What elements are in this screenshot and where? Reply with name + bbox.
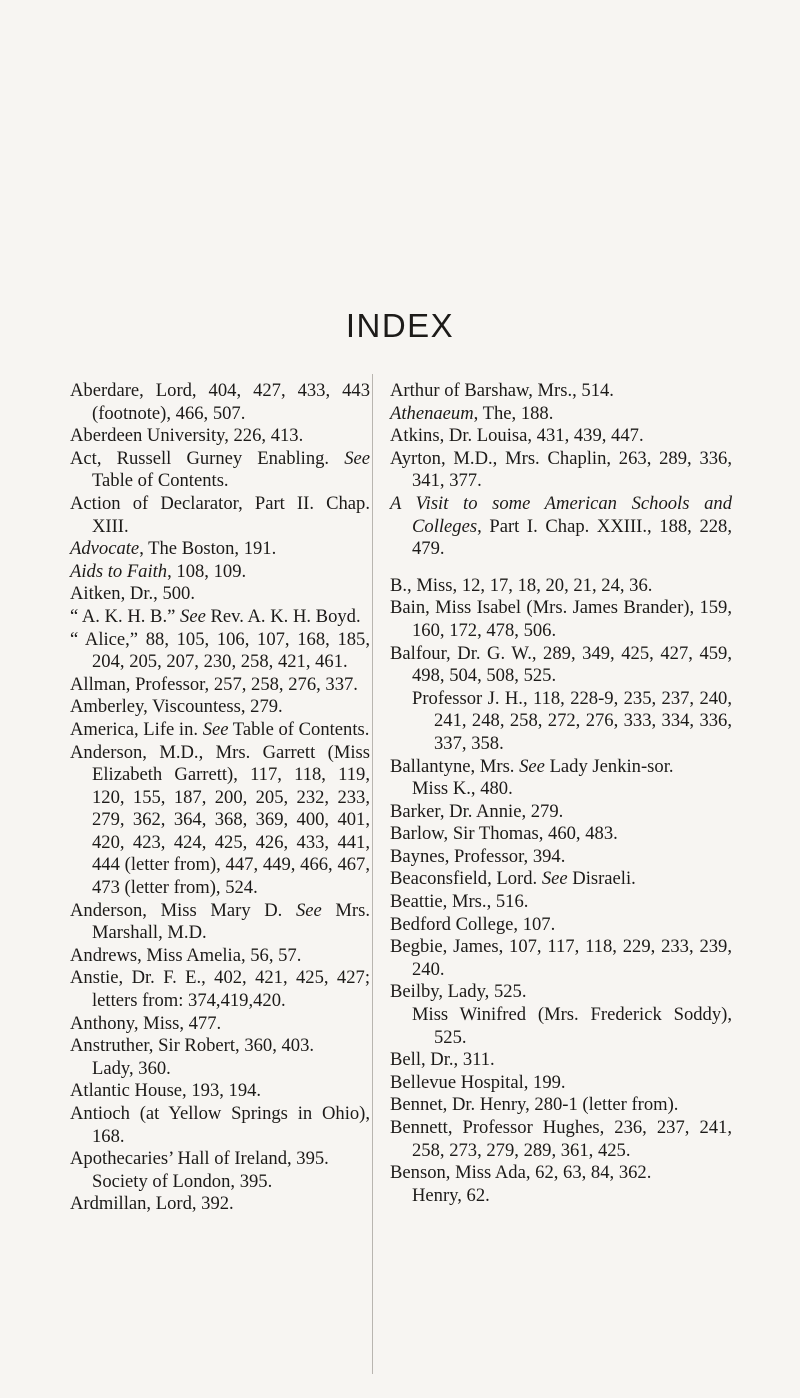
index-entry [70,742,370,900]
index-entry [390,448,732,493]
entry-text: “ A. K. H. B.” [70,605,181,627]
index-entry [390,868,732,891]
index-entry [390,891,732,914]
entry-text: Aberdare, Lord, 404, 427, 433, 443 (footnote), 466, 507. [70,380,370,424]
italic-text: See [344,447,370,469]
entry-text: Lady, 360. [92,1057,171,1079]
index-subentry [390,688,732,756]
entry-text: Ballantyne, Mrs. [390,755,520,777]
entry-text: America, Life in. [70,718,203,740]
index-entry [70,1193,370,1216]
entry-text: Apothecaries’ Hall of Ireland, 395. [70,1148,329,1170]
index-entry [70,538,370,561]
italic-text: See [180,605,206,627]
entry-text: Aberdeen University, 226, 413. [70,425,304,447]
entry-text: B., Miss, 12, 17, 18, 20, 21, 24, 36. [390,574,653,596]
entry-text: Aitken, Dr., 500. [70,583,195,605]
entry-text: Allman, Professor, 257, 258, 276, 337. [70,673,358,695]
index-entry [70,425,370,448]
italic-text: Aids to Faith [70,560,168,582]
entry-text: Rev. A. K. H. Boyd. [205,605,361,627]
entry-text: Atkins, Dr. Louisa, 431, 439, 447. [390,425,644,447]
index-entry [390,1117,732,1162]
entry-text: Beattie, Mrs., 516. [390,891,529,913]
entry-text: Action of Declarator, Part II. Chap. XIII. [70,492,370,537]
italic-text: Advocate [70,538,140,560]
entry-text: Ardmillan, Lord, 392. [70,1193,234,1215]
entry-text: Anthony, Miss, 477. [70,1012,222,1034]
index-entry [70,945,370,968]
entry-text: Beaconsfield, Lord. [390,868,542,890]
entry-text: Bennet, Dr. Henry, 280-1 (letter from). [390,1094,679,1116]
entry-text: Atlantic House, 193, 194. [70,1080,262,1102]
index-entry [70,493,370,538]
entry-text: , Part I. Chap. XXIII., 188, 228, 479. [412,515,732,560]
entry-text: Miss K., 480. [412,778,513,800]
index-entry [70,719,370,742]
entry-text: Anderson, Miss Mary D. [70,899,296,921]
entry-text: Professor J. H., 118, 228-9, 235, 237, 240, 241, 248, 258, 272, 276, 333, 334, 336, 337, 358. [412,687,732,754]
index-entry [70,1080,370,1103]
index-subentry [390,778,732,801]
italic-text: See [295,899,322,921]
index-column-left [70,380,370,1216]
index-entry [70,606,370,629]
column-divider [372,374,373,1374]
index-entry [390,936,732,981]
entry-text: Balfour, Dr. G. W., 289, 349, 425, 427, 459, 498, 504, 508, 525. [390,642,732,687]
index-subentry [70,1171,370,1194]
index-entry [70,1013,370,1036]
entry-text: Anderson, M.D., Mrs. Garrett (Miss Elizabeth Garrett), 117, 118, 119, 120, 155, 187, 200, 205, 232, 233, 279, 362, 364, 368, 369, 400, 401, 420, 423, 424, 425, 426, 433, 441, 444 (letter from), 447, 449, 466, 467, 473 (letter from), 524. [70,741,370,899]
entry-text: “ Alice,” 88, 105, 106, 107, 168, 185, 204, 205, 207, 230, 258, 421, 461. [70,628,370,673]
entry-text: Barker, Dr. Annie, 279. [390,800,564,822]
entry-text: Table of Contents. [92,470,229,492]
entry-text: Bain, Miss Isabel (Mrs. James Brander), 159, 160, 172, 478, 506. [390,597,732,641]
entry-text: Beilby, Lady, 525. [390,981,527,1003]
index-entry [390,914,732,937]
entry-text: Anstie, Dr. F. E., 402, 421, 425, 427; letters from: 374,419,420. [70,967,370,1012]
entry-spacer [390,561,732,575]
entry-text: Disraeli. [567,868,636,890]
entry-text: Bellevue Hospital, 199. [390,1071,566,1093]
index-entry [390,425,732,448]
index-entry [70,583,370,606]
entry-text: Mrs. Marshall, M.D. [92,899,370,944]
page-title: INDEX [345,307,455,344]
index-subentry [390,1004,732,1049]
index-entry [390,801,732,824]
index-entry [70,1035,370,1058]
index-entry [390,575,732,598]
index-entry [390,1094,732,1117]
index-entry [70,1103,370,1148]
index-entry [390,823,732,846]
index-entry [390,643,732,688]
index-entry [390,597,732,642]
entry-text: Antioch (at Yellow Springs in Ohio), 168. [70,1103,370,1147]
entry-text: , The, 188. [473,402,554,424]
entry-text: Begbie, James, 107, 117, 118, 229, 233, 239, 240. [390,936,732,980]
entry-text: Anstruther, Sir Robert, 360, 403. [70,1035,315,1057]
index-entry [390,403,732,426]
entry-text: Henry, 62. [412,1184,490,1206]
entry-text: Benson, Miss Ada, 62, 63, 84, 362. [390,1162,652,1184]
index-entry [390,1162,732,1185]
index-entry [390,380,732,403]
entry-text: Amberley, Viscountess, 279. [70,696,283,718]
index-entry [70,696,370,719]
index-entry [390,1049,732,1072]
index-entry [70,448,370,493]
entry-text: , 108, 109. [167,560,247,582]
index-entry [70,967,370,1012]
entry-text: , The Boston, 191. [139,538,277,560]
italic-text: See [541,868,568,890]
entry-text: Act, Russell Gurney Enabling. [70,447,345,469]
index-column-right [390,380,732,1207]
index-entry [70,1148,370,1171]
index-entry [390,981,732,1004]
entry-text: Arthur of Barshaw, Mrs., 514. [390,380,614,401]
entry-text: Miss Winifred (Mrs. Frederick Soddy), 525. [412,1004,732,1048]
entry-text: Society of London, 395. [92,1170,273,1192]
index-entry [70,561,370,584]
index-entry [70,380,370,425]
index-subentry [70,1058,370,1081]
entry-text: Bedford College, 107. [390,913,556,935]
entry-text: Bennett, Professor Hughes, 236, 237, 241, 258, 273, 279, 289, 361, 425. [390,1117,732,1161]
entry-text: Baynes, Professor, 394. [390,845,566,867]
index-entry [390,1072,732,1095]
index-subentry [390,1185,732,1208]
italic-text: See [202,718,229,740]
italic-text: Athenaeum [390,402,474,424]
entry-text: Lady Jenkin-sor. [544,755,674,777]
entry-text: Barlow, Sir Thomas, 460, 483. [390,823,618,845]
entry-text: Table of Contents. [228,718,370,740]
entry-text: Andrews, Miss Amelia, 56, 57. [70,944,302,966]
index-entry [390,756,732,779]
entry-text: Bell, Dr., 311. [390,1049,495,1071]
italic-text: A Visit to some American Schools and Colleges [390,492,732,537]
index-entry [390,846,732,869]
entry-text: Ayrton, M.D., Mrs. Chaplin, 263, 289, 336, 341, 377. [390,447,732,492]
index-entry [70,674,370,697]
index-entry [70,900,370,945]
index-entry [390,493,732,561]
italic-text: See [519,755,545,777]
index-entry [70,629,370,674]
